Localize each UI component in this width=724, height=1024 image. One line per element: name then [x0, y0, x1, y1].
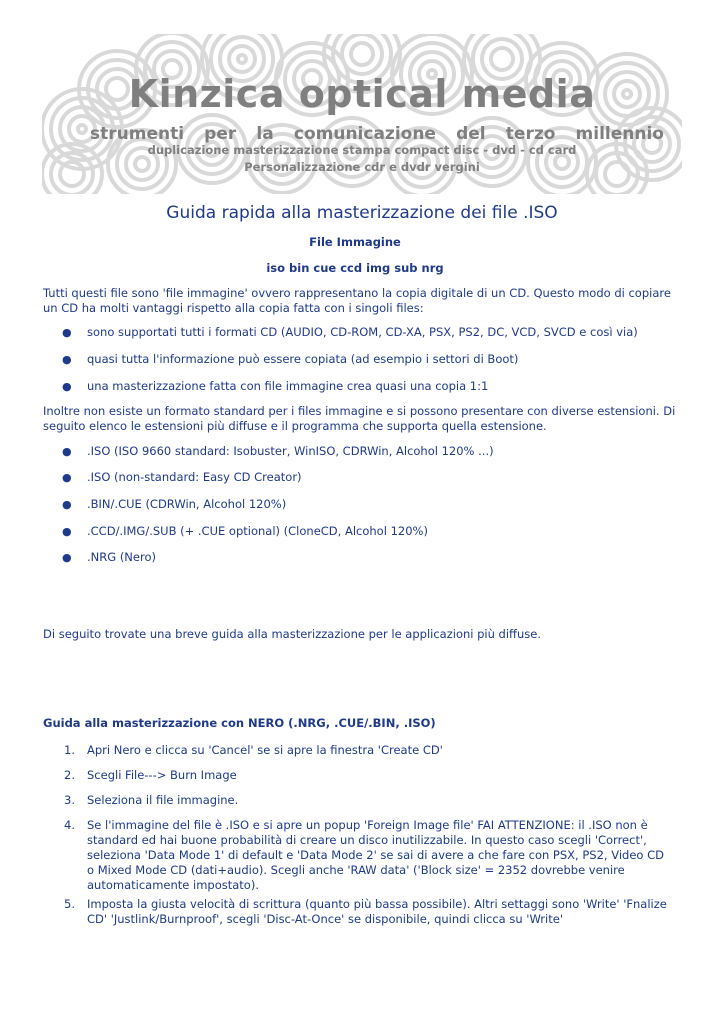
list-item-text: Se l'immagine del file è .ISO e si apre un popup 'Foreign Image file' FAI ATTENZIONE: il .ISO non è standard ed hai buone probabilità di creare un disco inutilizzabile. In questo caso scegli 'Correct', seleziona 'Data Mode 1' di default e 'Data Mode 2' se sai di avere a che fare con PSX, PS2, Video CD o Mixed Mode CD (dati+audio). Scegli anche 'RAW data' ('Block size' = 2352 dovrebbe venire automaticamente impostato).: [87, 818, 664, 892]
list-item-text: .NRG (Nero): [87, 550, 156, 564]
bullet-icon: ●: [62, 551, 72, 564]
list-item: [62, 550, 667, 565]
list-item: [62, 470, 667, 485]
list-item-text: Seleziona il file immagine.: [87, 793, 239, 807]
list-item: [62, 325, 667, 340]
bullet-icon: ●: [62, 525, 72, 538]
nero-guide-heading: Guida alla masterizzazione con NERO (.NRG, .CUE/.BIN, .ISO): [43, 716, 436, 730]
company-services-2: Personalizzazione cdr e dvdr vergini: [244, 160, 480, 174]
company-services: duplicazione masterizzazione stampa compact disc - dvd - cd card: [147, 143, 577, 157]
list-item: [62, 497, 667, 512]
list-item-text: .CCD/.IMG/.SUB (+ .CUE optional) (CloneCD, Alcohol 120%): [87, 524, 428, 538]
list-item: [64, 897, 667, 927]
list-item: [62, 379, 667, 394]
step-number: 3.: [64, 793, 75, 807]
decorative-ring: [238, 55, 246, 63]
step-number: 1.: [64, 743, 75, 757]
list-item: [64, 768, 667, 783]
list-item-text: quasi tutta l'informazione può essere copiata (ad esempio i settori di Boot): [87, 352, 519, 366]
decorative-ring: [491, 48, 513, 70]
formats-paragraph: Inoltre non esiste un formato standard per i files immagine e si possono presentare con diverse estensioni. Di seguito elenco le estensioni più diffuse e il programma che supporta quella estensione.: [43, 404, 676, 433]
guide-intro-paragraph: Di seguito trovate una breve guida alla masterizzazione per le applicazioni più diffuse.: [43, 627, 541, 641]
list-item-text: Apri Nero e clicca su 'Cancel' se si apre la finestra 'Create CD': [87, 743, 443, 757]
list-item-text: .BIN/.CUE (CDRWin, Alcohol 120%): [87, 497, 287, 511]
decorative-ring: [351, 43, 373, 65]
bullet-icon: ●: [62, 471, 72, 484]
document-title: Guida rapida alla masterizzazione dei file .ISO: [166, 203, 558, 223]
company-slogan: strumenti per la comunicazione del terzo millennio: [90, 124, 664, 144]
logo-banner: [42, 34, 682, 194]
decorative-ring: [78, 125, 86, 133]
company-name: Kinzica optical media: [128, 72, 596, 116]
list-item: [62, 444, 667, 459]
list-item-text: .ISO (non-standard: Easy CD Creator): [87, 470, 302, 484]
decorative-ring: [229, 46, 255, 72]
bullet-icon: ●: [62, 326, 72, 339]
step-number: 4.: [64, 818, 75, 832]
list-item-text: una masterizzazione fatta con file immagine crea quasi una copia 1:1: [87, 379, 489, 393]
decorative-ring: [342, 34, 382, 74]
list-item-text: sono supportati tutti i formati CD (AUDIO, CD-ROM, CD-XA, PSX, PS2, DC, VCD, SVCD e così via): [87, 325, 638, 339]
list-item-text: Scegli File---> Burn Image: [87, 768, 237, 782]
intro-paragraph: Tutti questi file sono 'file immagine' ovvero rappresentano la copia digitale di un CD. Questo modo di copiare un CD ha molti vantaggi rispetto alla copia fatta con i singoli files:: [43, 286, 671, 315]
bullet-icon: ●: [62, 445, 72, 458]
bullet-icon: ●: [62, 353, 72, 366]
step-number: 5.: [64, 897, 75, 911]
list-item: [62, 524, 667, 539]
list-item: [64, 793, 667, 808]
extensions-heading: iso bin cue ccd img sub nrg: [266, 261, 444, 275]
list-item-text: Imposta la giusta velocità di scrittura (quanto più bassa possibile). Altri settaggi sono 'Write' 'Fnalize CD' 'Justlink/Burnproof', scegli 'Disc-At-Once' se disponibile, quindi clicca su 'Write': [87, 897, 667, 926]
bullet-icon: ●: [62, 380, 72, 393]
step-number: 2.: [64, 768, 75, 782]
list-item: [64, 743, 667, 758]
list-item-text: .ISO (ISO 9660 standard: Isobuster, WinISO, CDRWin, Alcohol 120% ...): [87, 444, 494, 458]
bullet-icon: ●: [62, 498, 72, 511]
list-item: [62, 352, 667, 367]
list-item: [64, 818, 667, 893]
section-heading-file-immagine: File Immagine: [309, 235, 401, 249]
